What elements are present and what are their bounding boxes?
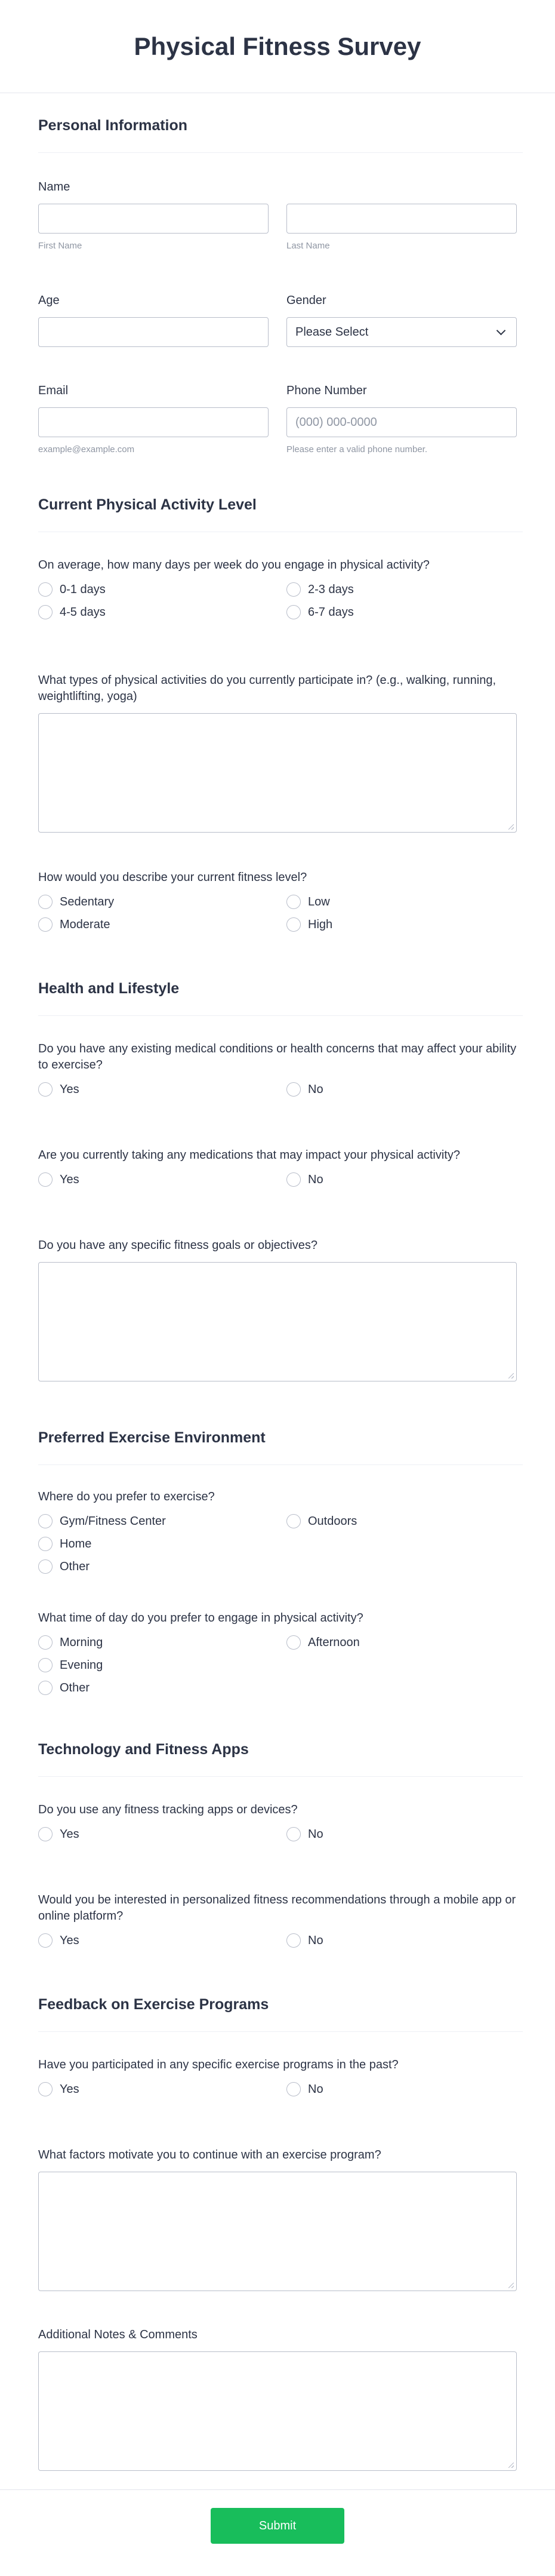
- radio-option-label: Yes: [60, 1172, 79, 1186]
- radio-option[interactable]: [38, 1826, 269, 1842]
- form-footer: [0, 2489, 555, 2576]
- radio-option-label: Other: [60, 1559, 90, 1573]
- fitness-goals-question: [38, 1238, 517, 1381]
- last-name-sublabel: Last Name: [286, 241, 330, 251]
- radio-circle-icon: [38, 895, 53, 909]
- radio-option-label: Evening: [60, 1658, 103, 1672]
- radio-option[interactable]: [286, 1082, 517, 1097]
- radio-option[interactable]: [286, 1635, 517, 1650]
- radio-circle-icon: [286, 1635, 301, 1650]
- phone-sublabel: Please enter a valid phone number.: [286, 444, 427, 455]
- radio-circle-icon: [38, 1933, 53, 1948]
- resize-grip-icon[interactable]: [508, 824, 514, 830]
- first-name-sublabel: First Name: [38, 241, 82, 251]
- radio-option[interactable]: [38, 917, 269, 932]
- radio-option[interactable]: [38, 1536, 269, 1552]
- radio-option[interactable]: [286, 894, 517, 910]
- resize-grip-icon[interactable]: [508, 2283, 514, 2288]
- age-label: Age: [38, 294, 60, 307]
- exercise-location-question: [38, 1489, 517, 1574]
- section-health-lifestyle: Health and Lifestyle: [38, 956, 523, 1016]
- time-of-day-label: What time of day do you prefer to engage in physical activity?: [38, 1611, 363, 1625]
- additional-notes-textarea[interactable]: [38, 2351, 517, 2471]
- phone-input[interactable]: [286, 407, 517, 437]
- radio-option-label: Sedentary: [60, 895, 115, 908]
- phone-placeholder: (000) 000-0000: [295, 415, 377, 429]
- gender-select-value: Please Select: [295, 325, 369, 339]
- form-title: Physical Fitness Survey: [134, 32, 421, 60]
- radio-option-label: Afternoon: [308, 1635, 360, 1649]
- radio-option[interactable]: [38, 894, 269, 910]
- radio-circle-icon: [38, 605, 53, 619]
- email-label: Email: [38, 384, 69, 397]
- email-phone-row: [38, 383, 517, 455]
- resize-grip-icon[interactable]: [508, 1373, 514, 1378]
- radio-option[interactable]: [38, 1635, 269, 1650]
- radio-circle-icon: [286, 1082, 301, 1097]
- radio-option-label: Yes: [60, 2082, 79, 2096]
- radio-circle-icon: [286, 582, 301, 597]
- radio-option-label: Yes: [60, 1082, 79, 1096]
- radio-option-label: Other: [60, 1681, 90, 1694]
- radio-circle-icon: [286, 1172, 301, 1187]
- past-programs-label: Have you participated in any specific exercise programs in the past?: [38, 2058, 399, 2071]
- radio-circle-icon: [38, 917, 53, 932]
- days-per-week-label: On average, how many days per week do you engage in physical activity?: [38, 558, 430, 572]
- phone-label: Phone Number: [286, 384, 367, 397]
- radio-circle-icon: [38, 1635, 53, 1650]
- section-technology-apps: Technology and Fitness Apps: [38, 1717, 523, 1777]
- radio-circle-icon: [286, 2082, 301, 2096]
- email-input[interactable]: [38, 407, 269, 437]
- radio-option-label: Low: [308, 895, 330, 908]
- radio-circle-icon: [38, 1172, 53, 1187]
- form-body: [0, 93, 555, 2471]
- radio-option[interactable]: [38, 1559, 269, 1574]
- radio-option[interactable]: [286, 1513, 517, 1529]
- radio-circle-icon: [38, 1827, 53, 1841]
- radio-circle-icon: [286, 1827, 301, 1841]
- radio-option-label: No: [308, 1172, 323, 1186]
- radio-circle-icon: [38, 1559, 53, 1574]
- chevron-down-icon: [497, 326, 506, 335]
- gender-label: Gender: [286, 294, 326, 307]
- radio-option-label: No: [308, 2082, 323, 2096]
- radio-option-label: No: [308, 1827, 323, 1841]
- resize-grip-icon[interactable]: [508, 2463, 514, 2468]
- medications-label: Are you currently taking any medications that may impact your physical activity?: [38, 1149, 460, 1162]
- radio-option[interactable]: [38, 1933, 269, 1948]
- radio-option-label: 0-1 days: [60, 582, 106, 596]
- motivation-question: [38, 2147, 517, 2291]
- additional-notes-question: [38, 2327, 517, 2471]
- radio-option-label: Home: [60, 1537, 92, 1550]
- radio-option[interactable]: [38, 1680, 269, 1696]
- recommendations-question: [38, 1892, 517, 1948]
- radio-circle-icon: [38, 1514, 53, 1528]
- gender-select[interactable]: [286, 317, 517, 347]
- time-of-day-question: [38, 1610, 517, 1696]
- section-activity-level: Current Physical Activity Level: [38, 472, 523, 532]
- medications-question: [38, 1147, 517, 1187]
- tracking-apps-label: Do you use any fitness tracking apps or devices?: [38, 1803, 298, 1816]
- age-gender-row: [38, 293, 517, 347]
- radio-option[interactable]: [286, 1172, 517, 1187]
- radio-option-label: Gym/Fitness Center: [60, 1514, 166, 1528]
- radio-option[interactable]: [38, 1513, 269, 1529]
- radio-option-label: No: [308, 1082, 323, 1096]
- radio-circle-icon: [38, 1537, 53, 1551]
- email-sublabel: example@example.com: [38, 444, 135, 455]
- motivation-label: What factors motivate you to continue with an exercise program?: [38, 2148, 381, 2161]
- radio-option-label: High: [308, 917, 333, 931]
- fitness-goals-label: Do you have any specific fitness goals or objectives?: [38, 1239, 318, 1252]
- tracking-apps-question: [38, 1802, 517, 1842]
- days-per-week-question: [38, 557, 517, 620]
- activity-types-textarea[interactable]: [38, 713, 517, 833]
- motivation-textarea[interactable]: [38, 2172, 517, 2291]
- radio-option[interactable]: [286, 1933, 517, 1948]
- fitness-level-label: How would you describe your current fitness level?: [38, 871, 307, 884]
- age-input[interactable]: [38, 317, 269, 347]
- radio-option[interactable]: [286, 1826, 517, 1842]
- radio-option[interactable]: [286, 2081, 517, 2097]
- radio-circle-icon: [38, 1658, 53, 1672]
- section-exercise-environment: Preferred Exercise Environment: [38, 1405, 523, 1465]
- fitness-goals-textarea[interactable]: [38, 1262, 517, 1381]
- radio-option-label: No: [308, 1933, 323, 1947]
- radio-circle-icon: [38, 582, 53, 597]
- name-field: [38, 179, 517, 251]
- radio-option-label: 4-5 days: [60, 605, 106, 619]
- medical-conditions-question: [38, 1041, 517, 1097]
- fitness-level-question: [38, 870, 517, 932]
- radio-circle-icon: [286, 605, 301, 619]
- exercise-location-label: Where do you prefer to exercise?: [38, 1490, 215, 1503]
- radio-option[interactable]: [38, 1657, 269, 1673]
- radio-circle-icon: [286, 1514, 301, 1528]
- past-programs-question: [38, 2057, 517, 2097]
- additional-notes-label: Additional Notes & Comments: [38, 2328, 198, 2341]
- radio-option[interactable]: [286, 582, 517, 597]
- radio-circle-icon: [286, 1933, 301, 1948]
- radio-option-label: Moderate: [60, 917, 110, 931]
- radio-option-label: 6-7 days: [308, 605, 354, 619]
- radio-circle-icon: [38, 1082, 53, 1097]
- recommendations-label: Would you be interested in personalized fitness recommendations through a mobile app or online platform?: [38, 1893, 516, 1923]
- radio-option-label: Morning: [60, 1635, 103, 1649]
- medical-conditions-label: Do you have any existing medical conditions or health concerns that may affect your ability to exercise?: [38, 1042, 517, 1071]
- radio-option-label: 2-3 days: [308, 582, 354, 596]
- radio-option[interactable]: [38, 1082, 269, 1097]
- radio-option[interactable]: [38, 604, 269, 620]
- radio-option[interactable]: [286, 917, 517, 932]
- radio-option[interactable]: [38, 2081, 269, 2097]
- activity-types-question: [38, 673, 517, 833]
- radio-option-label: Yes: [60, 1827, 79, 1841]
- activity-types-label: What types of physical activities do you currently participate in? (e.g., walking, running, weightlifting, yoga): [38, 674, 497, 703]
- radio-option[interactable]: [38, 1172, 269, 1187]
- radio-circle-icon: [286, 917, 301, 932]
- first-name-input[interactable]: [38, 204, 269, 234]
- radio-option-label: Outdoors: [308, 1514, 357, 1528]
- radio-circle-icon: [38, 2082, 53, 2096]
- radio-circle-icon: [286, 895, 301, 909]
- form-header: [0, 0, 555, 93]
- submit-button[interactable]: Submit: [211, 2508, 344, 2544]
- radio-circle-icon: [38, 1681, 53, 1695]
- last-name-input[interactable]: [286, 204, 517, 234]
- radio-option[interactable]: [286, 604, 517, 620]
- radio-option[interactable]: [38, 582, 269, 597]
- name-label: Name: [38, 180, 70, 194]
- radio-option-label: Yes: [60, 1933, 79, 1947]
- section-personal-information: Personal Information: [38, 93, 523, 153]
- section-feedback-programs: Feedback on Exercise Programs: [38, 1972, 523, 2032]
